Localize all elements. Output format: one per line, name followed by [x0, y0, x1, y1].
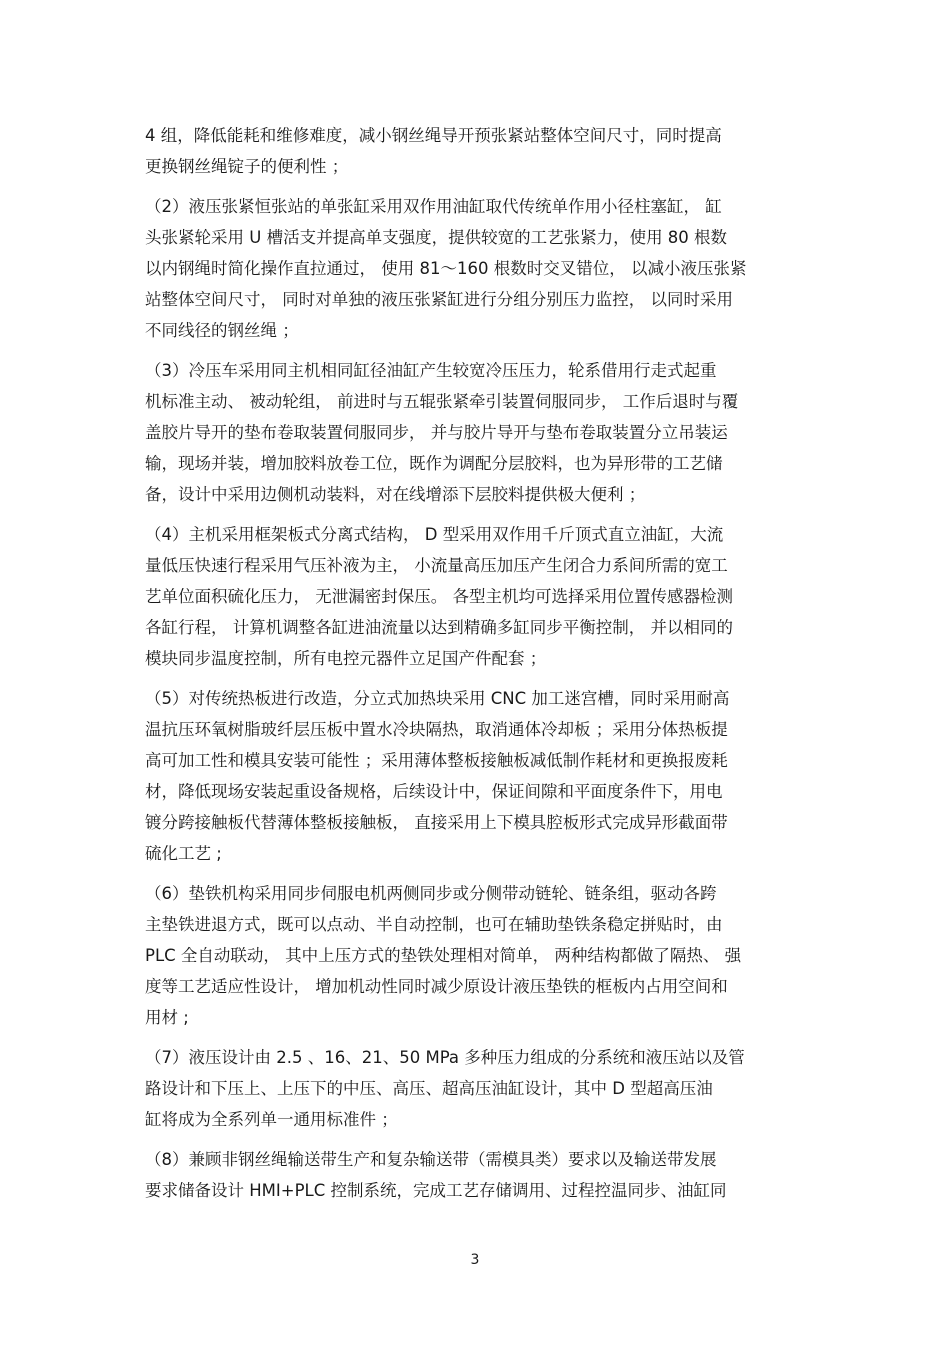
- text-line: 模块同步温度控制，所有电控元器件立足国产件配套 ；: [145, 649, 547, 668]
- text-line: 不同线径的钢丝绳 ；: [145, 321, 299, 340]
- paragraph: [145, 878, 815, 1033]
- paragraph: [145, 519, 815, 674]
- text-line: 缸将成为全系列单一通用标准件 ；: [145, 1110, 398, 1129]
- paragraph: [145, 1144, 815, 1206]
- page-number: 3: [470, 1252, 480, 1268]
- text-line: 度等工艺适应性设计， 增加机动性同时减少原设计液压垫铁的框板内占用空间和: [145, 977, 728, 996]
- text-line: 头张紧轮采用 U 槽活支并提高单支强度，提供较宽的工艺张紧力，使用 80 根数: [145, 228, 728, 247]
- text-line: 更换钢丝绳锭子的便利性 ；: [145, 157, 349, 176]
- text-line: 温抗压环氧树脂玻纤层压板中置水冷块隔热，取消通体冷却板 ；采用分体热板提: [145, 720, 728, 739]
- text-line: （7）液压设计由 2.5 、16、21、50 MPa 多种压力组成的分系统和液压站以及管: [145, 1048, 745, 1067]
- text-line: PLC 全自动联动， 其中上压方式的垫铁处理相对简单， 两种结构都做了隔热、 强: [145, 946, 742, 965]
- paragraph: [145, 120, 815, 182]
- paragraph: [145, 683, 815, 869]
- text-line: （4）主机采用框架板式分离式结构， D 型采用双作用千斤顶式直立油缸，大流: [145, 525, 724, 544]
- paragraph: [145, 191, 815, 346]
- text-line: （8）兼顾非钢丝绳输送带生产和复杂输送带（需模具类）要求以及输送带发展: [145, 1150, 717, 1169]
- text-line: 路设计和下压上、上压下的中压、高压、超高压油缸设计，其中 D 型超高压油: [145, 1079, 713, 1098]
- text-line: （3）冷压车采用同主机相同缸径油缸产生较宽冷压压力，轮系借用行走式起重: [145, 361, 717, 380]
- text-line: （6）垫铁机构采用同步伺服电机两侧同步或分侧带动链轮、链条组，驱动各跨: [145, 884, 717, 903]
- text-line: 镀分跨接触板代替薄体整板接触板， 直接采用上下模具腔板形式完成异形截面带: [145, 813, 728, 832]
- text-line: 输，现场并装，增加胶料放卷工位，既作为调配分层胶料，也为异形带的工艺储: [145, 454, 723, 473]
- text-line: 机标准主动、 被动轮组， 前进时与五辊张紧牵引装置伺服同步， 工作后退时与覆: [145, 392, 739, 411]
- text-line: 材，降低现场安装起重设备规格，后续设计中，保证间隙和平面度条件下，用电: [145, 782, 723, 801]
- text-line: 要求储备设计 HMI+PLC 控制系统，完成工艺存储调用、过程控温同步、油缸同: [145, 1181, 727, 1200]
- text-line: 4 组，降低能耗和维修难度，减小钢丝绳导开预张紧站整体空间尺寸，同时提高: [145, 126, 722, 145]
- text-line: （2）液压张紧恒张站的单张缸采用双作用油缸取代传统单作用小径柱塞缸， 缸: [145, 197, 722, 216]
- text-line: 量低压快速行程采用气压补液为主， 小流量高压加压产生闭合力系间所需的宽工: [145, 556, 728, 575]
- text-line: （5）对传统热板进行改造，分立式加热块采用 CNC 加工迷宫槽，同时采用耐高: [145, 689, 730, 708]
- document-body: [145, 120, 815, 1215]
- text-line: 硫化工艺 ;: [145, 844, 222, 863]
- text-line: 站整体空间尺寸， 同时对单独的液压张紧缸进行分组分别压力监控， 以同时采用: [145, 290, 733, 309]
- text-line: 备，设计中采用边侧机动装料，对在线增添下层胶料提供极大便利 ；: [145, 485, 646, 504]
- text-line: 各缸行程， 计算机调整各缸进油流量以达到精确多缸同步平衡控制， 并以相同的: [145, 618, 733, 637]
- text-line: 以内钢绳时简化操作直拉通过， 使用 81～160 根数时交叉错位， 以减小液压张紧: [145, 259, 747, 278]
- text-line: 高可加工性和模具安装可能性 ；采用薄体整板接触板减低制作耗材和更换报废耗: [145, 751, 728, 770]
- text-line: 艺单位面积硫化压力， 无泄漏密封保压。 各型主机均可选择采用位置传感器检测: [145, 587, 733, 606]
- paragraph: [145, 1042, 815, 1135]
- text-line: 主垫铁进退方式，既可以点动、半自动控制，也可在辅助垫铁条稳定拼贴时，由: [145, 915, 723, 934]
- text-line: 用材 ;: [145, 1008, 189, 1027]
- paragraph: [145, 355, 815, 510]
- text-line: 盖胶片导开的垫布卷取装置伺服同步， 并与胶片导开与垫布卷取装置分立吊装运: [145, 423, 728, 442]
